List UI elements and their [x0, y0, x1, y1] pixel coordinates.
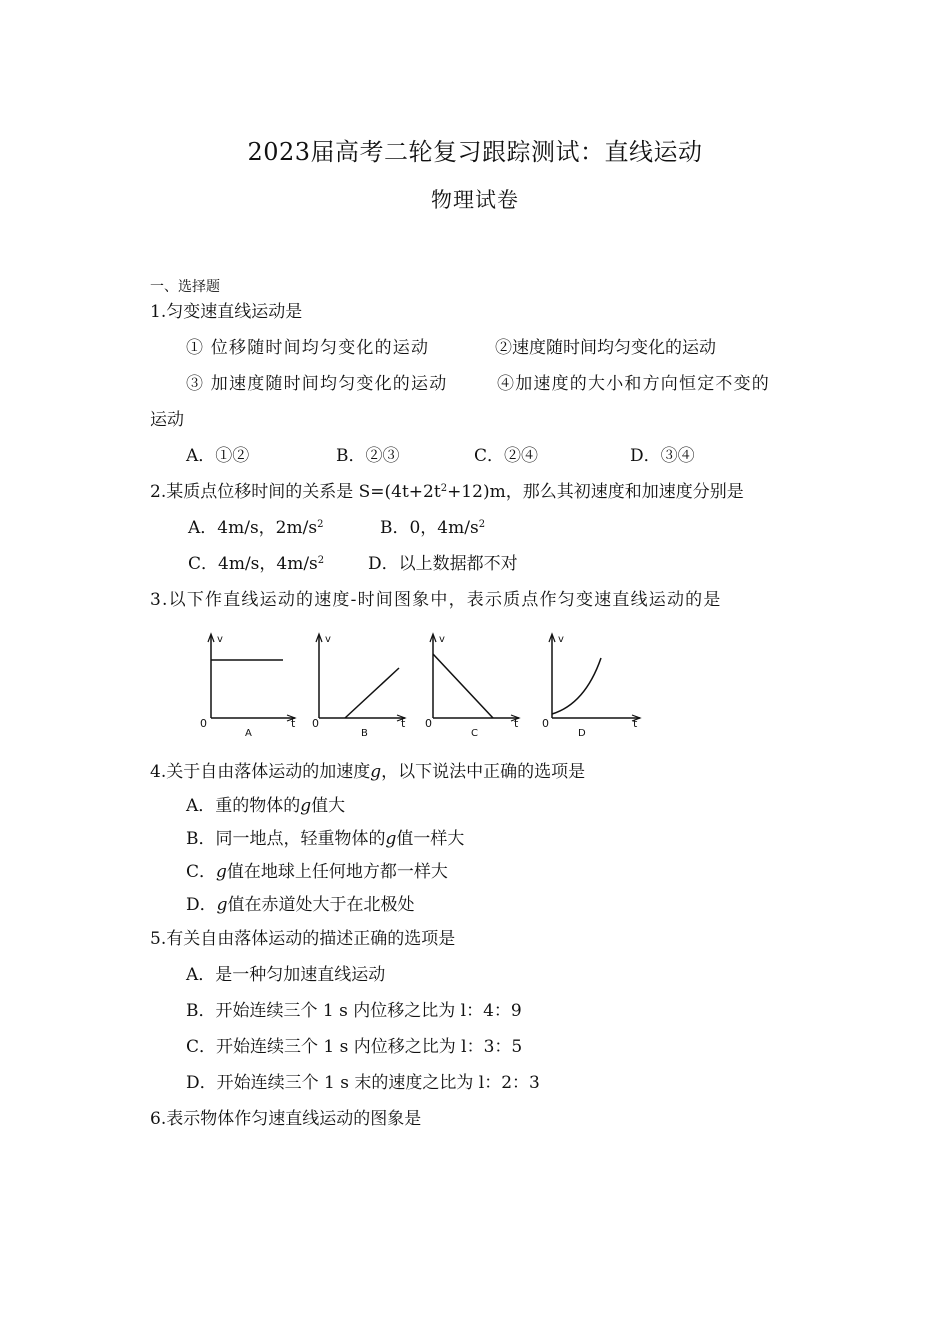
section-heading: 一、选择题 — [150, 279, 220, 295]
q3-vt-graphs — [195, 624, 645, 744]
graph-a-origin: 0 — [200, 717, 207, 730]
graph-a-t-label: t — [291, 717, 296, 730]
q4-option-d: D．g值在赤道处大于在北极处 — [186, 895, 415, 915]
graph-c-t-label: t — [514, 717, 519, 730]
q1-option-d: D．③④ — [630, 446, 695, 466]
q1-statement-3: ③ 加速度随时间均匀变化的运动 — [186, 374, 448, 394]
graph-b — [312, 634, 406, 739]
q1-statement-4: ④加速度的大小和方向恒定不变的 — [497, 374, 770, 394]
exam-title: 2023届高考二轮复习跟踪测试：直线运动 — [247, 138, 703, 166]
graph-d-t-label: t — [633, 717, 638, 730]
q1-option-b: B．②③ — [336, 446, 400, 466]
q5-option-b: B．开始连续三个 1 s 内位移之比为 l：4：9 — [186, 1001, 522, 1021]
graph-c-label: C — [471, 728, 478, 739]
q3-stem: 3.以下作直线运动的速度-时间图象中，表示质点作匀变速直线运动的是 — [150, 590, 722, 610]
q2-stem: 2.某质点位移时间的关系是 $S=(4t+2t^2+12)m$，那么其初速度和加速度分别是 — [150, 482, 744, 502]
q1-statement-4-continued: 运动 — [150, 410, 184, 430]
graph-a-v-label: v — [217, 634, 223, 645]
q5-stem: 5.有关自由落体运动的描述正确的选项是 — [150, 929, 456, 949]
graph-b-origin: 0 — [312, 717, 319, 730]
graph-d-v-label: v — [558, 634, 564, 645]
q1-statement-1: ① 位移随时间均匀变化的运动 — [186, 338, 430, 358]
q1-statement-2: ②速度随时间均匀变化的运动 — [495, 338, 716, 358]
graph-b-t-label: t — [401, 717, 406, 730]
q4-stem: 4.关于自由落体运动的加速度g，以下说法中正确的选项是 — [150, 762, 586, 782]
q4-option-c: C．g值在地球上任何地方都一样大 — [186, 862, 448, 882]
q5-option-c: C．开始连续三个 1 s 内位移之比为 l：3：5 — [186, 1037, 523, 1057]
q1-option-a: A．①② — [186, 446, 250, 466]
exam-subtitle: 物理试卷 — [431, 188, 519, 212]
q2-option-d: D．以上数据都不对 — [368, 554, 518, 574]
graph-b-v-label: v — [325, 634, 331, 645]
graph-d-label: D — [578, 728, 586, 739]
q4-option-a: A．重的物体的g值大 — [186, 796, 346, 816]
graph-b-label: B — [361, 728, 368, 739]
graph-c — [425, 634, 519, 739]
q2-option-a: A．4m/s，$2m/s^2$ — [188, 518, 324, 538]
q5-option-d: D．开始连续三个 1 s 末的速度之比为 l：2：3 — [186, 1073, 540, 1093]
q2-option-b: B．0，$4m/s^2$ — [380, 518, 486, 538]
graph-d-origin: 0 — [542, 717, 549, 730]
q4-option-b: B．同一地点，轻重物体的g值一样大 — [186, 829, 465, 849]
q5-option-a: A．是一种匀加速直线运动 — [186, 965, 386, 985]
q6-stem: 6.表示物体作匀速直线运动的图象是 — [150, 1109, 422, 1129]
graph-a — [200, 634, 296, 739]
graph-a-label: A — [245, 728, 252, 739]
graph-d — [542, 634, 640, 739]
q1-option-c: C．②④ — [474, 446, 539, 466]
graph-c-origin: 0 — [425, 717, 432, 730]
graph-c-v-label: v — [439, 634, 445, 645]
q1-stem: 1.匀变速直线运动是 — [150, 302, 303, 322]
q2-option-c: C．4m/s，$4m/s^2$ — [188, 554, 325, 574]
